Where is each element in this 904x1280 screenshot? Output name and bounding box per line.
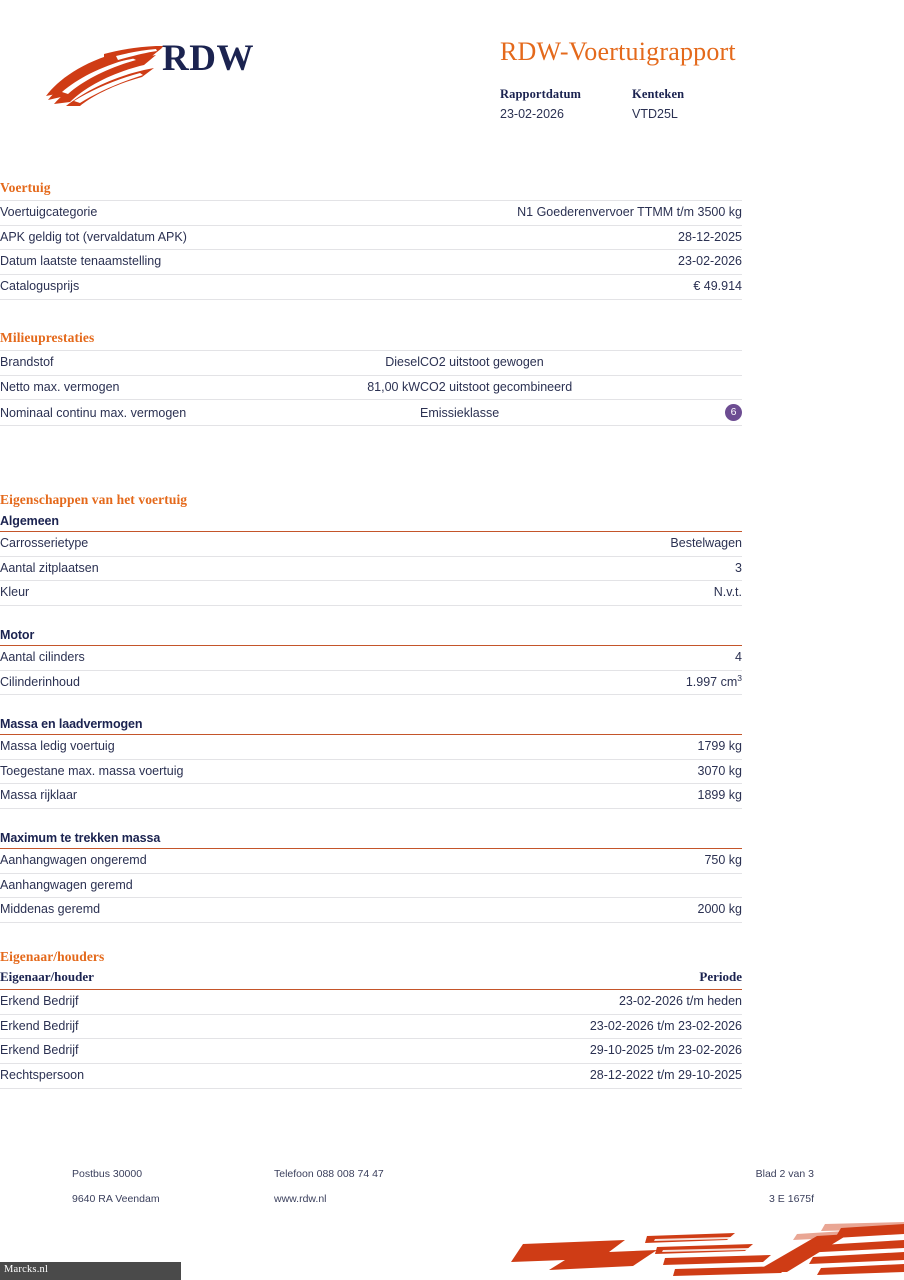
footer-form-code: 3 E 1675f	[769, 1193, 814, 1205]
row-value: € 49.914	[371, 274, 742, 299]
row-value: 23-02-2026	[371, 250, 742, 275]
group-table	[0, 735, 742, 809]
table-row	[0, 532, 742, 556]
rdw-arrow-icon	[44, 46, 170, 108]
table-row	[0, 1063, 742, 1088]
table-row	[0, 581, 742, 606]
row-value: 3	[371, 556, 742, 581]
report-date-value: 23-02-2026	[500, 106, 564, 121]
row-value: 1899 kg	[371, 784, 742, 809]
row-value: Bestelwagen	[371, 532, 742, 556]
row-label: Carrosserietype	[0, 532, 371, 556]
property-group	[0, 628, 742, 695]
row-label: Massa ledig voertuig	[0, 735, 371, 759]
table-row	[0, 784, 742, 809]
row-value: 4	[371, 646, 742, 670]
row-value: 3070 kg	[371, 759, 742, 784]
table-row	[0, 351, 742, 376]
table-row	[0, 274, 742, 299]
table-row	[0, 873, 742, 898]
table-row	[0, 735, 742, 759]
section-voertuig	[0, 180, 742, 300]
rdw-logo	[44, 34, 344, 114]
group-subtitle: Massa en laadvermogen	[0, 717, 143, 732]
table-row	[0, 849, 742, 873]
section-title-voertuig: Voertuig	[0, 180, 51, 195]
section-milieuprestaties	[0, 330, 742, 426]
owners-header-owner: Eigenaar/houder	[0, 969, 420, 990]
table-row	[0, 400, 742, 426]
row-label: Aantal zitplaatsen	[0, 556, 371, 581]
row-value-left: Diesel	[215, 351, 420, 376]
table-row	[0, 250, 742, 275]
rdw-logo-text: RDW	[162, 38, 254, 79]
row-value-right	[650, 375, 742, 400]
group-subtitle: Maximum te trekken massa	[0, 831, 161, 845]
table-row	[0, 759, 742, 784]
row-value: N1 Goederenvervoer TTMM t/m 3500 kg	[371, 201, 742, 226]
owner-name: Erkend Bedrijf	[0, 990, 420, 1015]
row-label: Voertuigcategorie	[0, 201, 371, 226]
milieuprestaties-table	[0, 350, 742, 426]
group-table	[0, 646, 742, 695]
footer-postbus: Postbus 30000	[72, 1168, 143, 1180]
row-value: 2000 kg	[371, 898, 742, 923]
row-label: Datum laatste tenaamstelling	[0, 250, 371, 275]
owner-period: 29-10-2025 t/m 23-02-2026	[420, 1039, 742, 1064]
table-row	[0, 646, 742, 670]
license-plate-label: Kenteken	[632, 86, 685, 101]
table-row	[0, 898, 742, 923]
row-value: 28-12-2025	[371, 225, 742, 250]
owner-name: Erkend Bedrijf	[0, 1014, 420, 1039]
owner-name: Erkend Bedrijf	[0, 1039, 420, 1064]
footer-row-2	[72, 1193, 814, 1205]
footer-website[interactable]: www.rdw.nl	[274, 1193, 327, 1205]
row-label-right: CO2 uitstoot gewogen	[420, 351, 650, 376]
section-eigenschappen	[0, 492, 742, 923]
row-label: Aantal cilinders	[0, 646, 371, 670]
row-value-right	[650, 400, 742, 426]
superscript: 3	[737, 672, 742, 683]
table-header-row	[0, 969, 742, 990]
owner-period: 23-02-2026 t/m heden	[420, 990, 742, 1015]
voertuig-table	[0, 200, 742, 300]
footer-page-indicator: Blad 2 van 3	[755, 1168, 814, 1180]
emission-class-badge: 6	[725, 404, 742, 421]
table-row	[0, 1039, 742, 1064]
row-label: APK geldig tot (vervaldatum APK)	[0, 225, 371, 250]
row-label-left: Nominaal continu max. vermogen	[0, 400, 215, 426]
row-label: Cilinderinhoud	[0, 670, 371, 695]
report-date-label: Rapportdatum	[500, 86, 582, 101]
row-value: 1.997 $cm^3$	[371, 670, 742, 695]
property-group	[0, 831, 742, 923]
row-label: Aanhangwagen ongeremd	[0, 849, 371, 873]
table-row	[0, 225, 742, 250]
group-table	[0, 849, 742, 923]
title-block	[500, 38, 860, 121]
row-label-right: Emissieklasse	[420, 400, 650, 426]
row-value-right	[650, 351, 742, 376]
page-title: RDW-Voertuigrapport	[500, 37, 736, 66]
marcks-watermark-bar	[0, 1262, 181, 1280]
table-row	[0, 201, 742, 226]
group-subtitle: Algemeen	[0, 514, 59, 528]
property-group	[0, 717, 742, 809]
footer-row-1	[72, 1168, 814, 1180]
row-value-left	[215, 400, 420, 426]
license-plate-value: VTD25L	[632, 106, 678, 121]
row-label: Middenas geremd	[0, 898, 371, 923]
row-label: Aanhangwagen geremd	[0, 873, 371, 898]
section-title-eigenaar-houders: Eigenaar/houders	[0, 949, 105, 964]
owner-period: 28-12-2022 t/m 29-10-2025	[420, 1063, 742, 1088]
document-footer	[72, 1168, 814, 1218]
row-label-left: Brandstof	[0, 351, 215, 376]
row-label-right: CO2 uitstoot gecombineerd	[420, 375, 650, 400]
row-value: 750 kg	[371, 849, 742, 873]
property-group	[0, 514, 742, 606]
report-meta	[500, 87, 860, 121]
owners-table	[0, 969, 742, 1089]
row-label: Kleur	[0, 581, 371, 606]
marcks-watermark-label: Marcks.nl	[4, 1264, 49, 1275]
table-row	[0, 670, 742, 695]
rdw-bottom-graphic	[505, 1222, 904, 1280]
row-label: Toegestane max. massa voertuig	[0, 759, 371, 784]
row-label: Massa rijklaar	[0, 784, 371, 809]
footer-telephone: Telefoon 088 008 74 47	[274, 1168, 384, 1180]
group-subtitle: Motor	[0, 627, 35, 642]
license-plate-field	[632, 87, 764, 121]
report-date-field	[500, 87, 632, 121]
document-header	[0, 0, 904, 160]
row-value	[371, 873, 742, 898]
owner-name: Rechtspersoon	[0, 1063, 420, 1088]
section-title-milieuprestaties: Milieuprestaties	[0, 330, 95, 345]
group-table	[0, 532, 742, 606]
table-row	[0, 556, 742, 581]
row-label: Catalogusprijs	[0, 274, 371, 299]
row-value: 1799 kg	[371, 735, 742, 759]
section-title-eigenschappen: Eigenschappen van het voertuig	[0, 492, 188, 507]
row-value-left: 81,00 kW	[215, 375, 420, 400]
owners-header-period: Periode	[420, 969, 742, 990]
row-value: N.v.t.	[371, 581, 742, 606]
table-row	[0, 990, 742, 1015]
section-eigenaar-houders	[0, 949, 742, 1089]
table-row	[0, 1014, 742, 1039]
row-label-left: Netto max. vermogen	[0, 375, 215, 400]
footer-city: 9640 RA Veendam	[72, 1193, 160, 1205]
table-row	[0, 375, 742, 400]
owner-period: 23-02-2026 t/m 23-02-2026	[420, 1014, 742, 1039]
